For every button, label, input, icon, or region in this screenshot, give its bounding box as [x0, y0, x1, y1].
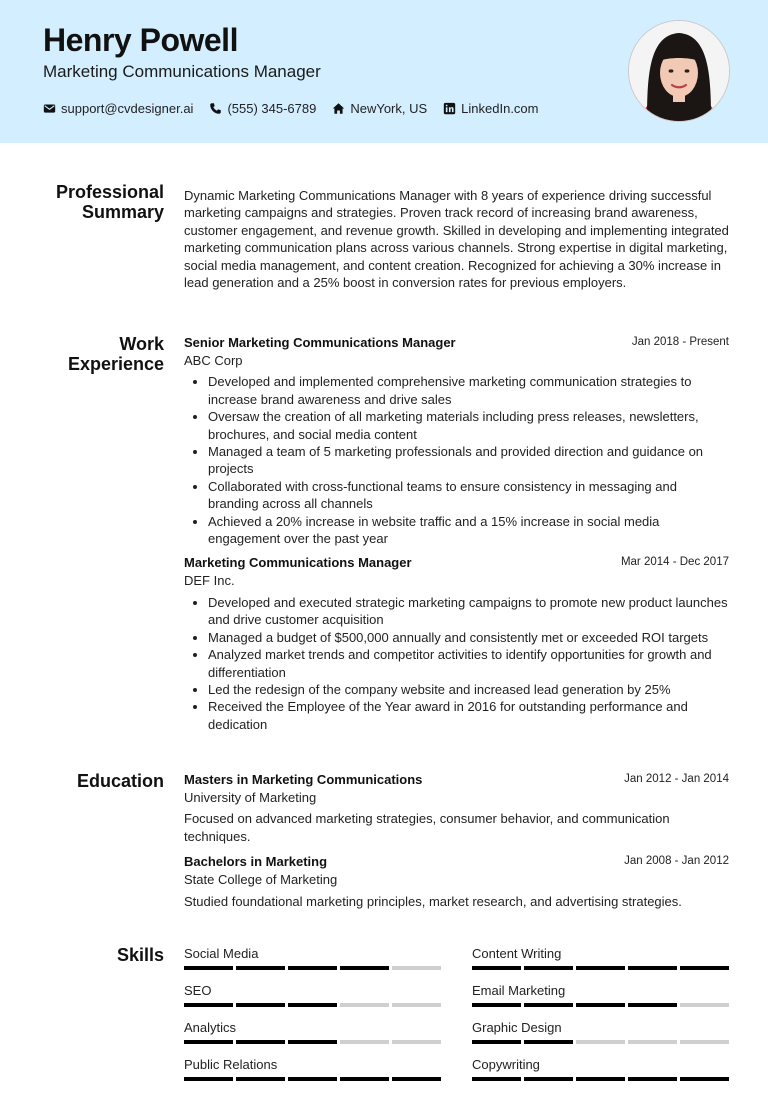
skills-heading: Skills: [116, 945, 164, 965]
job-entry: [184, 334, 729, 547]
skill-level-segment: [392, 966, 441, 970]
contact-linkedin[interactable]: [443, 101, 538, 116]
list-item: • Managed a budget of $500,000 annually and consistently met or exceeded ROI targets: [208, 629, 729, 646]
phone-icon: [209, 102, 222, 115]
skill-item: [472, 946, 729, 983]
skill-item: [472, 1057, 729, 1094]
list-item: • Developed and implemented comprehensive marketing communication strategies to increase brand awareness and drive sales: [208, 373, 729, 408]
job-company: ABC Corp: [184, 353, 243, 368]
skill-level-segment: [288, 1003, 337, 1007]
list-item: • Achieved a 20% increase in website traffic and a 15% increase in social media engagement over the past year: [208, 513, 729, 548]
job-bullets: [184, 373, 729, 547]
job-entry: [184, 554, 729, 733]
experience-list: [184, 334, 729, 733]
contact-phone[interactable]: [209, 101, 316, 116]
skill-level-bar: [472, 1003, 729, 1007]
skill-name: Graphic Design: [472, 1020, 562, 1035]
education-entry: [184, 771, 729, 845]
degree-title: Masters in Marketing Communications: [184, 772, 423, 787]
degree-title: Bachelors in Marketing: [184, 854, 328, 870]
job-title: Senior Marketing Communications Manager: [184, 335, 456, 350]
education-entry: [184, 853, 729, 910]
skill-level-segment: [236, 1040, 285, 1044]
summary-heading: [56, 182, 164, 222]
skill-level-segment: [680, 966, 729, 970]
summary-heading-line-1: Professional: [55, 182, 164, 202]
candidate-title: Marketing Communications Manager: [43, 62, 321, 81]
skill-level-segment: [288, 966, 337, 970]
summary-heading-line-2: Summary: [81, 202, 164, 222]
skill-item: [472, 1020, 729, 1057]
skill-name: Analytics: [184, 1020, 237, 1035]
envelope-icon: [43, 102, 56, 115]
list-item: • Collaborated with cross-functional teams to ensure consistency in messaging and branding across all channels: [208, 478, 729, 513]
summary-text: Dynamic Marketing Communications Manager with 8 years of experience driving successful marketing campaigns and strategies. Proven track record of increasing brand awareness, customer engagement, and revenue growth. Skilled in developing and implementing integrated marketing communication plans across various channels. Strong expertise in digital marketing, social media management, and content creation. Recognized for achieving a 30% increase in lead generation and a 25% boost in conversion rates for previous employers.: [184, 188, 729, 291]
skill-item: [184, 1057, 441, 1094]
skill-level-segment: [524, 966, 573, 970]
list-item: • Managed a team of 5 marketing professionals and provided direction and guidance on projects: [208, 443, 729, 478]
skill-level-segment: [184, 1003, 233, 1007]
job-date: Jan 2018 - Present: [631, 336, 729, 348]
contact-email[interactable]: [43, 101, 193, 116]
experience-heading: [68, 334, 164, 374]
experience-heading-line-2: Experience: [67, 354, 164, 374]
skill-item: [184, 946, 441, 983]
skill-level-segment: [392, 1003, 441, 1007]
education-date: Jan 2012 - Jan 2014: [624, 773, 729, 785]
skill-level-segment: [576, 966, 625, 970]
skill-name: Public Relations: [184, 1057, 278, 1072]
linkedin-icon: [443, 102, 456, 115]
skill-level-segment: [236, 1003, 285, 1007]
skills-grid: [184, 946, 729, 1094]
skill-level-bar: [184, 966, 441, 970]
list-item: • Analyzed market trends and competitor activities to identify opportunities for growth and differentiation: [208, 646, 729, 681]
candidate-name: Henry Powell: [43, 22, 238, 58]
list-item: • Developed and executed strategic marketing campaigns to promote new product launches and drive customer acquisition: [208, 594, 729, 629]
skill-level-segment: [472, 1040, 521, 1044]
profile-photo-icon: [629, 21, 729, 121]
skill-level-segment: [392, 1040, 441, 1044]
skill-level-bar: [472, 966, 729, 970]
job-bullets: [184, 594, 729, 733]
skill-level-segment: [628, 1003, 677, 1007]
job-title: Marketing Communications Manager: [184, 555, 412, 571]
skill-level-segment: [524, 1040, 573, 1044]
skill-level-bar: [472, 1040, 729, 1044]
skill-level-segment: [576, 1040, 625, 1044]
skill-level-segment: [340, 1040, 389, 1044]
job-company: DEF Inc.: [184, 573, 235, 589]
education-date: Jan 2008 - Jan 2012: [624, 855, 729, 868]
avatar: [628, 20, 730, 122]
contact-row: [43, 101, 539, 116]
school-name: State College of Marketing: [184, 872, 338, 888]
home-icon: [332, 102, 345, 115]
resume-header: [0, 0, 768, 143]
skill-level-bar: [184, 1003, 441, 1007]
skill-level-segment: [236, 966, 285, 970]
skill-item: [472, 983, 729, 1020]
skill-level-segment: [680, 1040, 729, 1044]
skill-level-segment: [628, 1040, 677, 1044]
contact-linkedin-text: LinkedIn.com: [461, 101, 539, 116]
contact-email-text: support@cvdesigner.ai: [61, 101, 194, 116]
skill-item: [184, 1020, 441, 1057]
skill-level-segment: [184, 966, 233, 970]
skill-level-segment: [680, 1003, 729, 1007]
skill-level-segment: [340, 966, 389, 970]
skill-name: Copywriting: [472, 1057, 540, 1072]
job-date: Mar 2014 - Dec 2017: [620, 556, 729, 569]
contact-location-text: NewYork, US: [350, 101, 428, 116]
skill-level-segment: [184, 1040, 233, 1044]
school-name: University of Marketing: [184, 790, 317, 805]
education-description: Focused on advanced marketing strategies, consumer behavior, and communication techniques.: [184, 811, 670, 844]
list-item: • Received the Employee of the Year award in 2016 for outstanding performance and dedication: [208, 698, 729, 733]
skill-level-segment: [524, 1003, 573, 1007]
skill-level-bar: [184, 1040, 441, 1044]
skill-name: SEO: [184, 983, 212, 998]
list-item: • Oversaw the creation of all marketing materials including press releases, newsletters, brochures, and social media content: [208, 408, 729, 443]
contact-location: [332, 101, 427, 116]
skill-name: Email Marketing: [472, 983, 566, 998]
skill-level-segment: [628, 966, 677, 970]
skill-item: [184, 983, 441, 1020]
skill-level-segment: [472, 1003, 521, 1007]
skill-level-segment: [288, 1040, 337, 1044]
skill-name: Social Media: [184, 946, 259, 961]
list-item: • Led the redesign of the company website and increased lead generation by 25%: [208, 681, 729, 698]
skill-name: Content Writing: [472, 946, 562, 961]
education-heading: Education: [76, 771, 164, 791]
skill-level-segment: [472, 966, 521, 970]
experience-heading-line-1: Work: [119, 334, 164, 354]
education-description: Studied foundational marketing principles, market research, and advertising strategies.: [184, 893, 682, 909]
education-list: [184, 771, 729, 910]
skill-level-segment: [340, 1003, 389, 1007]
contact-phone-text: (555) 345-6789: [227, 101, 317, 116]
skill-level-segment: [576, 1003, 625, 1007]
